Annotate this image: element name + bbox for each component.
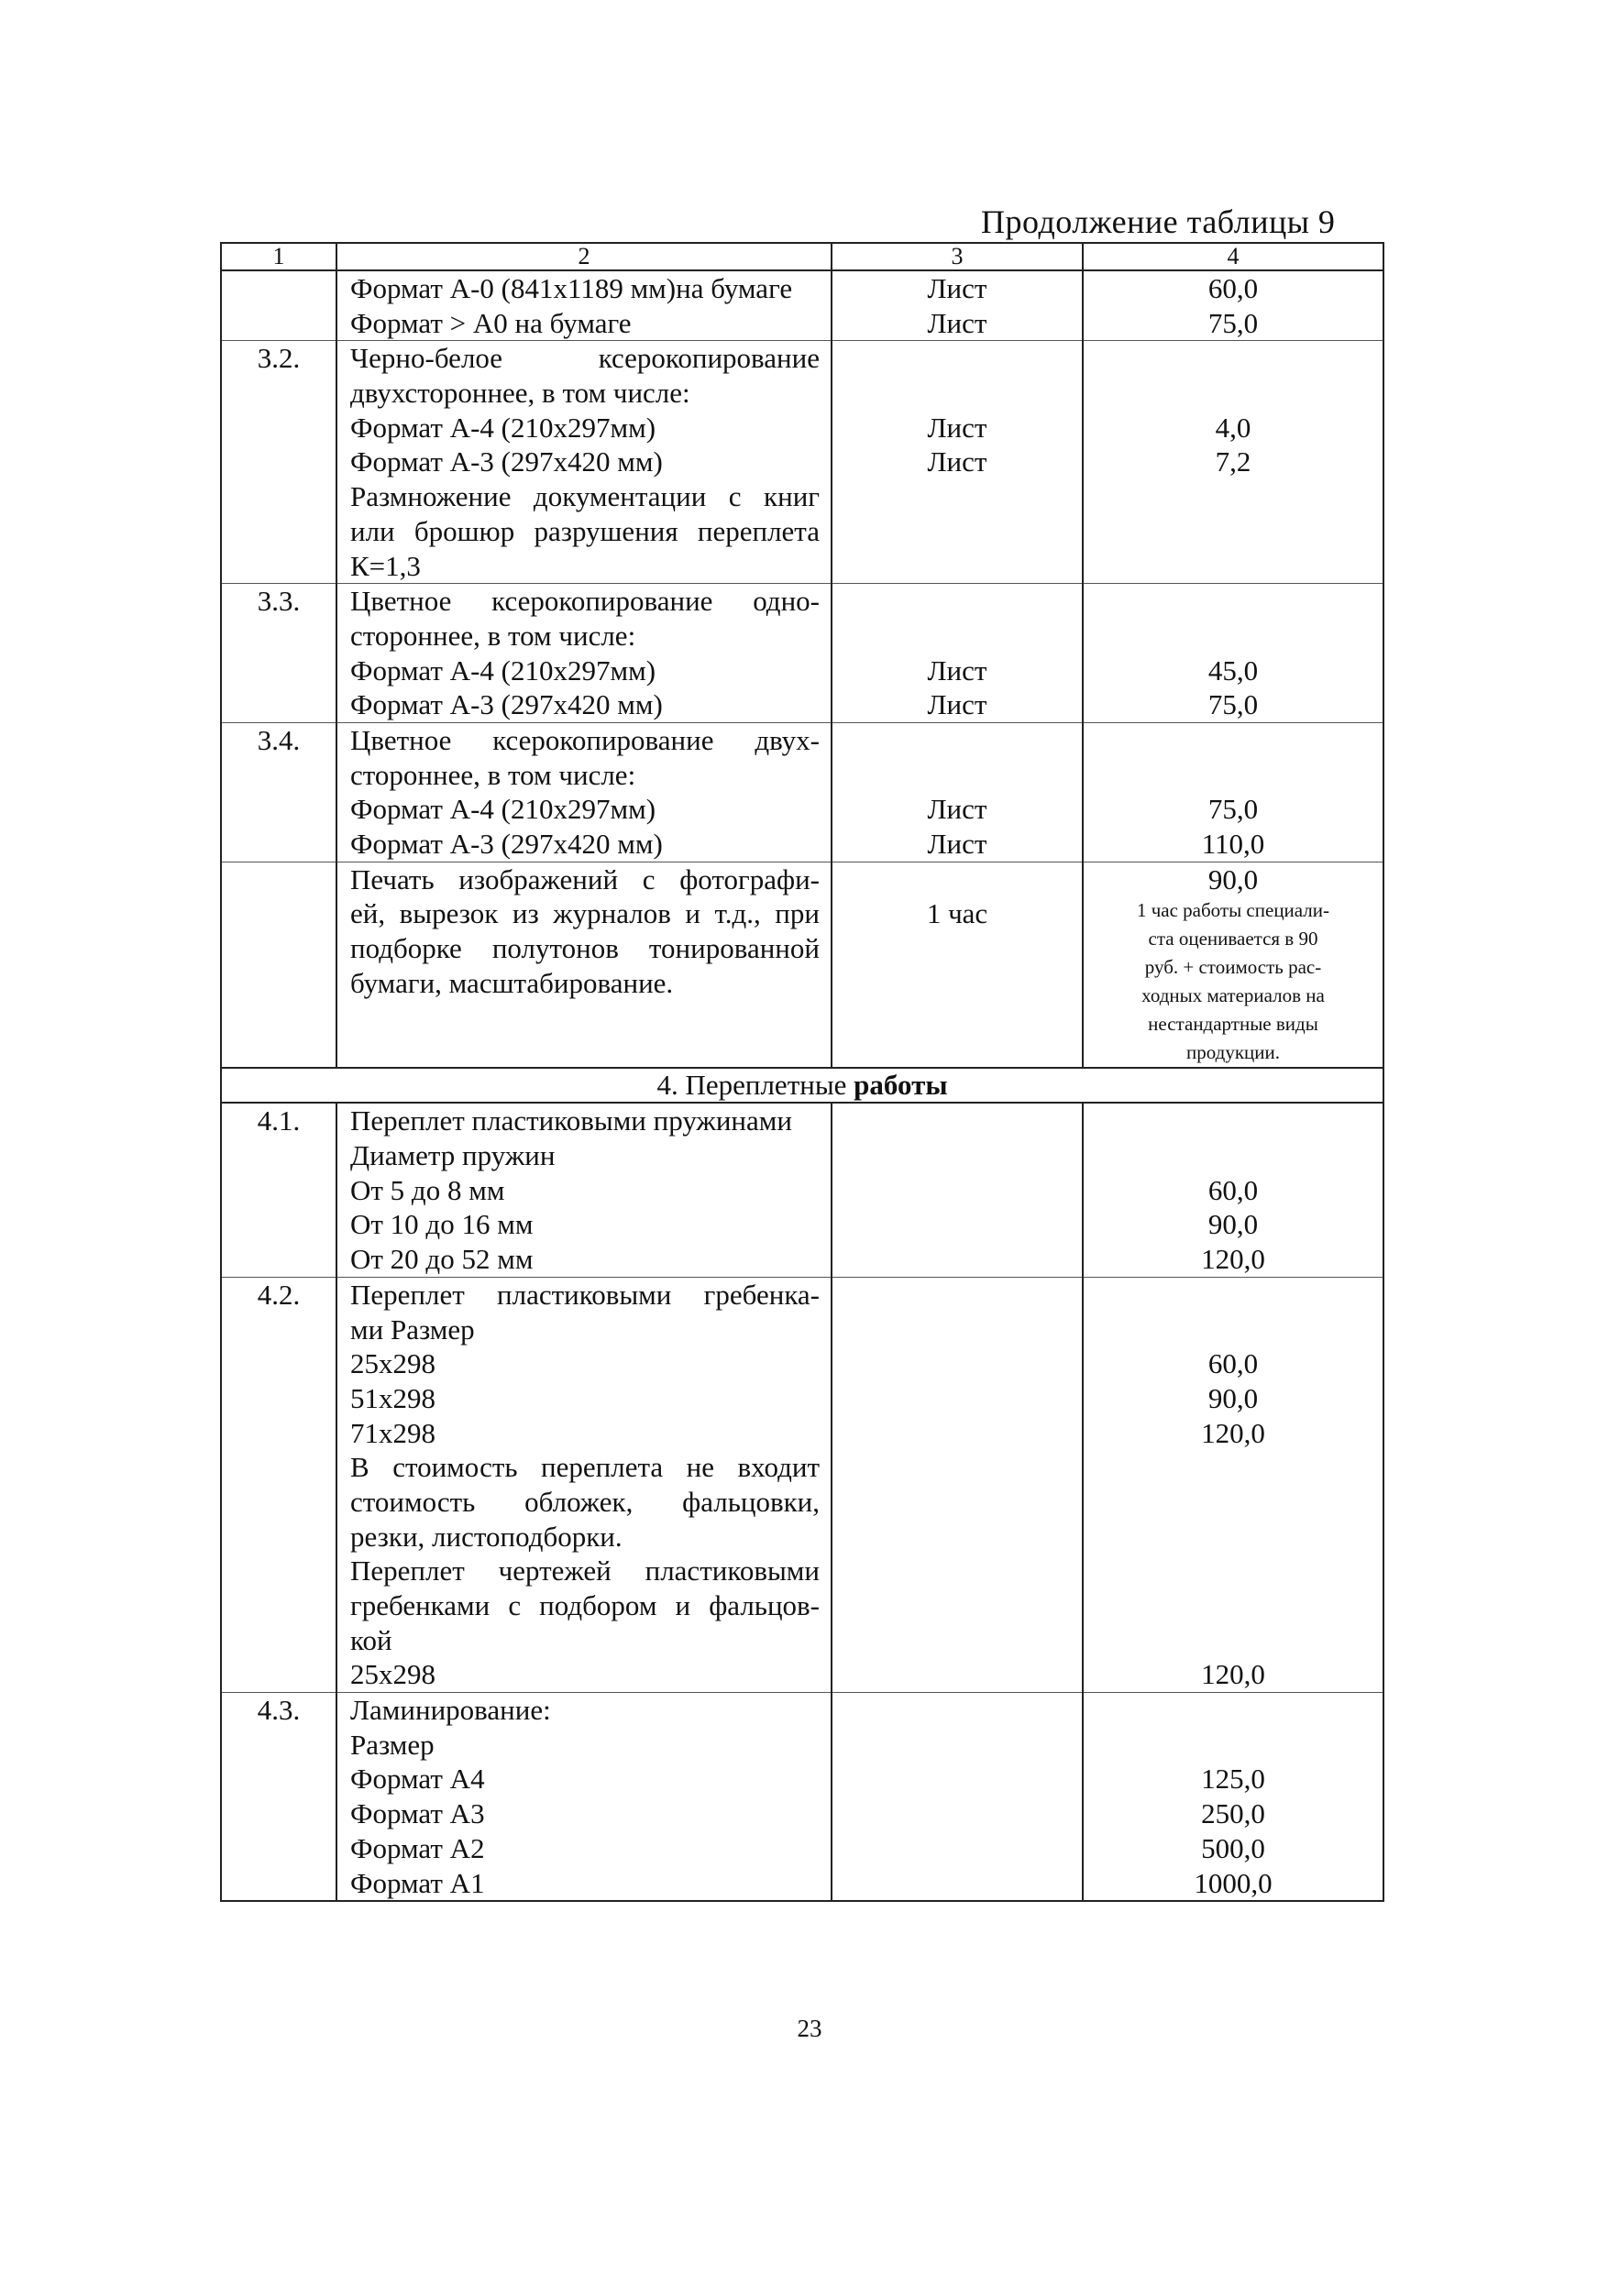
item-number-cell (221, 341, 336, 584)
description-line: Размер (350, 1728, 435, 1761)
unit-value (832, 584, 1082, 619)
unit-value: Лист (927, 688, 987, 721)
table-row (221, 722, 1383, 862)
price-value (1084, 723, 1383, 758)
table-row (221, 341, 1383, 584)
description-line: В стоимость переплета не входит (350, 1451, 820, 1484)
description-line: Формат А-4 (210х297мм) (350, 793, 656, 826)
price-value (1084, 1278, 1383, 1313)
item-number: 4.3. (257, 1694, 301, 1727)
description-line: стоимость обложек, фальцовки, (350, 1485, 820, 1518)
price-value: 60,0 (1207, 272, 1259, 304)
price-table (220, 242, 1384, 1902)
item-number-cell (221, 722, 336, 862)
price-value: 75,0 (1207, 306, 1259, 339)
description-line: 71х298 (350, 1416, 435, 1449)
item-number: 4.1. (257, 1104, 301, 1137)
unit-value: Лист (927, 411, 987, 444)
unit-cell (832, 341, 1083, 584)
unit-value (832, 758, 1082, 793)
item-number-cell (221, 1693, 336, 1902)
section-title-bold: работы (854, 1069, 948, 1102)
column-number: 1 (221, 243, 336, 270)
item-number: 3.4. (257, 723, 301, 756)
price-cell (1083, 1103, 1383, 1277)
unit-cell (832, 722, 1083, 862)
price-value (1084, 1520, 1383, 1554)
price-note-line: нестандартные виды (1148, 1013, 1318, 1036)
price-value: 120,0 (1201, 1416, 1265, 1449)
description-line: 51х298 (350, 1381, 435, 1414)
price-value (1084, 584, 1383, 619)
unit-value (832, 723, 1082, 758)
price-value: 60,0 (1207, 1173, 1259, 1206)
description-line: К=1,3 (350, 549, 421, 582)
price-value: 90,0 (1207, 1381, 1259, 1414)
item-number-cell (221, 862, 336, 1068)
price-value (1084, 1728, 1383, 1763)
unit-cell (832, 270, 1083, 341)
price-cell (1083, 584, 1383, 723)
unit-value (832, 376, 1082, 411)
description-line: резки, листоподборки. (350, 1520, 623, 1553)
unit-value (832, 479, 1082, 514)
price-value: 500,0 (1201, 1831, 1265, 1864)
description-line: подборке полутонов тонированной (350, 932, 820, 965)
section-heading-row (221, 1068, 1383, 1103)
description-cell (336, 722, 832, 862)
unit-value: Лист (927, 272, 987, 304)
price-value: 125,0 (1201, 1763, 1265, 1796)
price-cell (1083, 270, 1383, 341)
item-number: 3.3. (257, 585, 301, 618)
price-value (1084, 1450, 1383, 1485)
description-line: Переплет чертежей пластиковыми (350, 1554, 820, 1587)
price-value: 120,0 (1201, 1658, 1265, 1691)
price-value (1084, 1623, 1383, 1658)
table-row (221, 1103, 1383, 1277)
unit-value (832, 862, 1082, 897)
price-cell (1083, 1693, 1383, 1902)
unit-value (832, 931, 1082, 966)
price-value (1084, 376, 1383, 411)
price-value (1084, 1138, 1383, 1173)
price-value (1084, 1554, 1383, 1588)
price-value: 45,0 (1207, 654, 1259, 687)
description-line: Черно-белое ксерокопирование (350, 342, 820, 375)
price-value: 90,0 (1207, 1208, 1259, 1241)
price-value: 75,0 (1207, 688, 1259, 721)
unit-cell (832, 1693, 1083, 1902)
description-line: Переплет пластиковыми гребенка- (350, 1278, 820, 1311)
description-line: 25х298 (350, 1347, 435, 1380)
price-value: 4,0 (1215, 411, 1251, 444)
description-line: Переплет пластиковыми пружинами (350, 1104, 792, 1137)
price-value (1084, 1485, 1383, 1520)
unit-value (832, 966, 1082, 1001)
unit-cell (832, 584, 1083, 723)
description-line: 25х298 (350, 1658, 435, 1691)
table-row (221, 1277, 1383, 1692)
table-row (221, 862, 1383, 1068)
price-cell (1083, 1277, 1383, 1692)
price-value (1084, 549, 1383, 584)
price-value: 7,2 (1215, 445, 1251, 478)
section-heading (221, 1068, 1383, 1103)
item-number-cell (221, 1103, 336, 1277)
item-number-cell (221, 270, 336, 341)
description-line: или брошюр разрушения переплета (350, 514, 820, 547)
description-line: ей, вырезок из журналов и т.д., при (350, 897, 820, 930)
description-cell (336, 270, 832, 341)
price-cell (1083, 862, 1383, 1068)
description-line: Цветное ксерокопирование одно- (350, 585, 820, 618)
unit-value (832, 341, 1082, 376)
description-line: От 5 до 8 мм (350, 1173, 505, 1206)
unit-cell (832, 862, 1083, 1068)
description-line: Формат А1 (350, 1866, 485, 1899)
description-line: Формат А3 (350, 1797, 485, 1830)
description-cell (336, 584, 832, 723)
description-cell (336, 1277, 832, 1692)
description-line: Формат А-0 (841х1189 мм)на бумаге (350, 272, 793, 304)
unit-value (832, 549, 1082, 584)
description-line: ми Размер (350, 1313, 475, 1346)
unit-value (832, 619, 1082, 654)
price-value (1084, 1313, 1383, 1347)
table-row (221, 1693, 1383, 1902)
unit-cell (832, 1277, 1083, 1692)
price-value: 60,0 (1207, 1347, 1259, 1380)
price-value (1084, 479, 1383, 514)
description-line: Формат А-3 (297х420 мм) (350, 688, 663, 721)
description-line: бумаги, масштабирование. (350, 966, 674, 999)
description-line: Размножение документации с книг (350, 480, 820, 513)
price-value: 110,0 (1201, 828, 1265, 860)
price-value (1084, 758, 1383, 793)
description-cell (336, 341, 832, 584)
price-value (1084, 1104, 1383, 1138)
price-cell (1083, 722, 1383, 862)
price-value: 250,0 (1201, 1797, 1265, 1830)
description-line: Диаметр пружин (350, 1139, 556, 1172)
description-line: Ламинирование: (350, 1694, 551, 1727)
price-note-line: руб. + стоимость рас- (1144, 956, 1322, 979)
price-note-line: ста оценивается в 90 (1148, 928, 1318, 950)
price-note-line: ходных материалов на (1141, 984, 1325, 1007)
unit-value: Лист (927, 445, 987, 478)
column-number: 3 (832, 243, 1083, 270)
description-line: Формат А-3 (297х420 мм) (350, 445, 663, 478)
price-cell (1083, 341, 1383, 584)
description-line: гребенками с подбором и фальцов- (350, 1589, 820, 1621)
description-line: От 10 до 16 мм (350, 1208, 534, 1241)
description-line: Формат А2 (350, 1831, 485, 1864)
description-line: стороннее, в том числе: (350, 758, 636, 791)
unit-cell (832, 1103, 1083, 1277)
description-line: кой (350, 1623, 392, 1656)
description-cell (336, 1693, 832, 1902)
description-line: стороннее, в том числе: (350, 619, 636, 652)
table-continuation-caption: Продолжение таблицы 9 (981, 203, 1336, 240)
price-note-line: продукции. (1186, 1041, 1280, 1064)
description-cell (336, 862, 832, 1068)
description-line: Формат А-3 (297х420 мм) (350, 828, 663, 860)
description-line: Формат > А0 на бумаге (350, 306, 632, 339)
description-line: двухстороннее, в том числе: (350, 377, 690, 410)
section-title: 4. Переплетные (656, 1069, 854, 1102)
unit-value: Лист (927, 793, 987, 826)
item-number-cell (221, 1277, 336, 1692)
description-line: Цветное ксерокопирование двух- (350, 723, 820, 756)
unit-value: Лист (927, 828, 987, 860)
column-number: 4 (1083, 243, 1383, 270)
price-value (1084, 1693, 1383, 1728)
price-value: 1000,0 (1194, 1866, 1273, 1899)
price-note-line: 1 час работы специали- (1136, 899, 1330, 922)
description-line: Формат А-4 (210х297мм) (350, 411, 656, 444)
unit-value: Лист (927, 306, 987, 339)
description-line: Формат А-4 (210х297мм) (350, 654, 656, 687)
description-line: Формат А4 (350, 1763, 485, 1796)
price-value: 75,0 (1207, 793, 1259, 826)
column-number-row (221, 243, 1383, 270)
item-number: 4.2. (257, 1278, 301, 1311)
item-number-cell (221, 584, 336, 723)
price-value (1084, 1588, 1383, 1623)
unit-value: Лист (927, 654, 987, 687)
price-value (1084, 514, 1383, 549)
item-number: 3.2. (257, 342, 301, 375)
table-row (221, 270, 1383, 341)
price-value (1084, 619, 1383, 654)
price-value: 90,0 (1207, 862, 1259, 895)
page-number: 23 (797, 2015, 822, 2042)
description-cell (336, 1103, 832, 1277)
column-number: 2 (336, 243, 832, 270)
description-line: Печать изображений с фотографи- (350, 862, 820, 895)
description-line: От 20 до 52 мм (350, 1243, 534, 1276)
unit-value (832, 514, 1082, 549)
unit-value: 1 час (926, 897, 988, 930)
table-row (221, 584, 1383, 723)
price-value (1084, 341, 1383, 376)
price-value: 120,0 (1201, 1243, 1265, 1276)
